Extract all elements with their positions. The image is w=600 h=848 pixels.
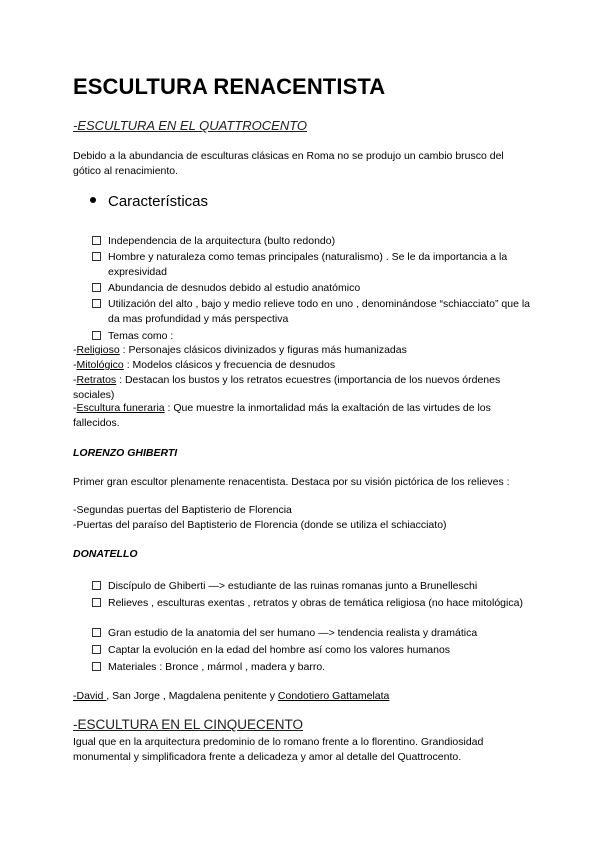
page-title: ESCULTURA RENACENTISTA	[73, 74, 386, 99]
theme-line-funeraria	[73, 401, 533, 431]
theme-label: Mitológico	[76, 359, 124, 371]
checklist-item[interactable]	[92, 596, 532, 611]
heading-donatello: DONATELLO	[73, 548, 138, 560]
checklist-item-text: Discípulo de Ghiberti —> estudiante de las ruinas romanas junto a Brunelleschi	[108, 580, 478, 592]
checklist-item-text: Hombre y naturaleza como temas principales (naturalismo) . Se le da importancia a la expresividad	[108, 251, 508, 278]
checkbox-icon[interactable]	[92, 662, 101, 671]
section-heading-quattrocento: -ESCULTURA EN EL QUATTROCENTO	[73, 118, 308, 133]
theme-text: : Destacan los bustos y los retratos ecuestres (importancia de los nuevos órdenes sociales)	[73, 374, 501, 401]
checklist-item-text: Relieves , esculturas exentas , retratos y obras de temática religiosa (no hace mitológica)	[108, 597, 523, 609]
checkbox-icon[interactable]	[92, 236, 101, 245]
checklist-item[interactable]	[92, 329, 532, 344]
checkbox-icon[interactable]	[92, 331, 101, 340]
heading-ghiberti: LORENZO GHIBERTI	[73, 447, 178, 459]
theme-text: : Que muestre la inmortalidad más la exaltación de las virtudes de los fallecidos.	[73, 402, 491, 429]
quattrocento-intro: Debido a la abundancia de esculturas clásicas en Roma no se produjo un cambio brusco del gótico al renacimiento.	[73, 150, 504, 177]
checklist-item-text: Utilización del alto , bajo y medio relieve todo en uno , denominándose “schiacciato” que la da mas profundidad y más perspectiva	[108, 298, 530, 325]
checkbox-icon[interactable]	[92, 598, 101, 607]
checklist-item-text: Gran estudio de la anatomia del ser humano —> tendencia realista y dramática	[108, 627, 478, 639]
checkbox-icon[interactable]	[92, 645, 101, 654]
checkbox-icon[interactable]	[92, 252, 101, 261]
checklist-item[interactable]	[92, 626, 532, 641]
checklist-item[interactable]	[92, 281, 532, 296]
theme-line-religioso	[73, 343, 533, 358]
checklist-item[interactable]	[92, 250, 532, 280]
checkbox-icon[interactable]	[92, 299, 101, 308]
checklist-item[interactable]	[92, 643, 532, 658]
ghiberti-line: -Segundas puertas del Baptisterio de Florencia	[73, 504, 292, 516]
works-middle: , San Jorge , Magdalena penitente y	[106, 690, 278, 702]
cinquecento-text: Igual que en la arquitectura predominio de lo romano frente a lo florentino. Grandiosidad monumental y simplificadora frente a delicadeza y amor al detalle del Quattrocento.	[73, 736, 484, 763]
checklist-item[interactable]	[92, 234, 532, 249]
theme-prefix: -	[73, 402, 77, 414]
checkbox-icon[interactable]	[92, 628, 101, 637]
theme-prefix: -	[73, 359, 77, 371]
bullet-dot-icon	[90, 197, 96, 203]
theme-line-mitologico	[73, 358, 533, 373]
theme-line-retratos	[73, 373, 533, 403]
theme-text: : Personajes clásicos divinizados y figuras más humanizadas	[119, 344, 407, 356]
theme-label: Retratos	[76, 374, 117, 386]
checklist-item-text: Materiales : Bronce , mármol , madera y barro.	[108, 661, 326, 673]
theme-label: Religioso	[76, 344, 120, 356]
theme-prefix: -	[73, 344, 77, 356]
donatello-works	[73, 689, 533, 704]
checklist-item[interactable]	[92, 660, 532, 675]
theme-text: : Modelos clásicos y frecuencia de desnudos	[123, 359, 336, 371]
ghiberti-intro: Primer gran escultor plenamente renacentista. Destaca por su visión pictórica de los relieves :	[73, 476, 510, 488]
theme-label: Escultura funeraria	[76, 402, 165, 414]
checklist-item[interactable]	[92, 297, 532, 327]
work-david: -David	[73, 690, 107, 702]
checkbox-icon[interactable]	[92, 581, 101, 590]
section-heading-cinquecento: -ESCULTURA EN EL CINQUECENTO	[73, 717, 304, 732]
checklist-item[interactable]	[92, 579, 532, 594]
checklist-item-text: Abundancia de desnudos debido al estudio anatómico	[108, 282, 361, 294]
bullet-label: Características	[108, 193, 209, 210]
checklist-item-text: Captar la evolución en la edad del hombre así como los valores humanos	[108, 644, 451, 656]
work-gattamelata: Condotiero Gattamelata	[277, 690, 390, 702]
checklist-item-text: Temas como :	[108, 330, 174, 342]
bullet-caracteristicas	[90, 193, 208, 210]
ghiberti-line: -Puertas del paraíso del Baptisterio de Florencia (donde se utiliza el schiacciato)	[73, 519, 447, 531]
theme-prefix: -	[73, 374, 77, 386]
checklist-item-text: Independencia de la arquitectura (bulto redondo)	[108, 235, 336, 247]
checkbox-icon[interactable]	[92, 283, 101, 292]
